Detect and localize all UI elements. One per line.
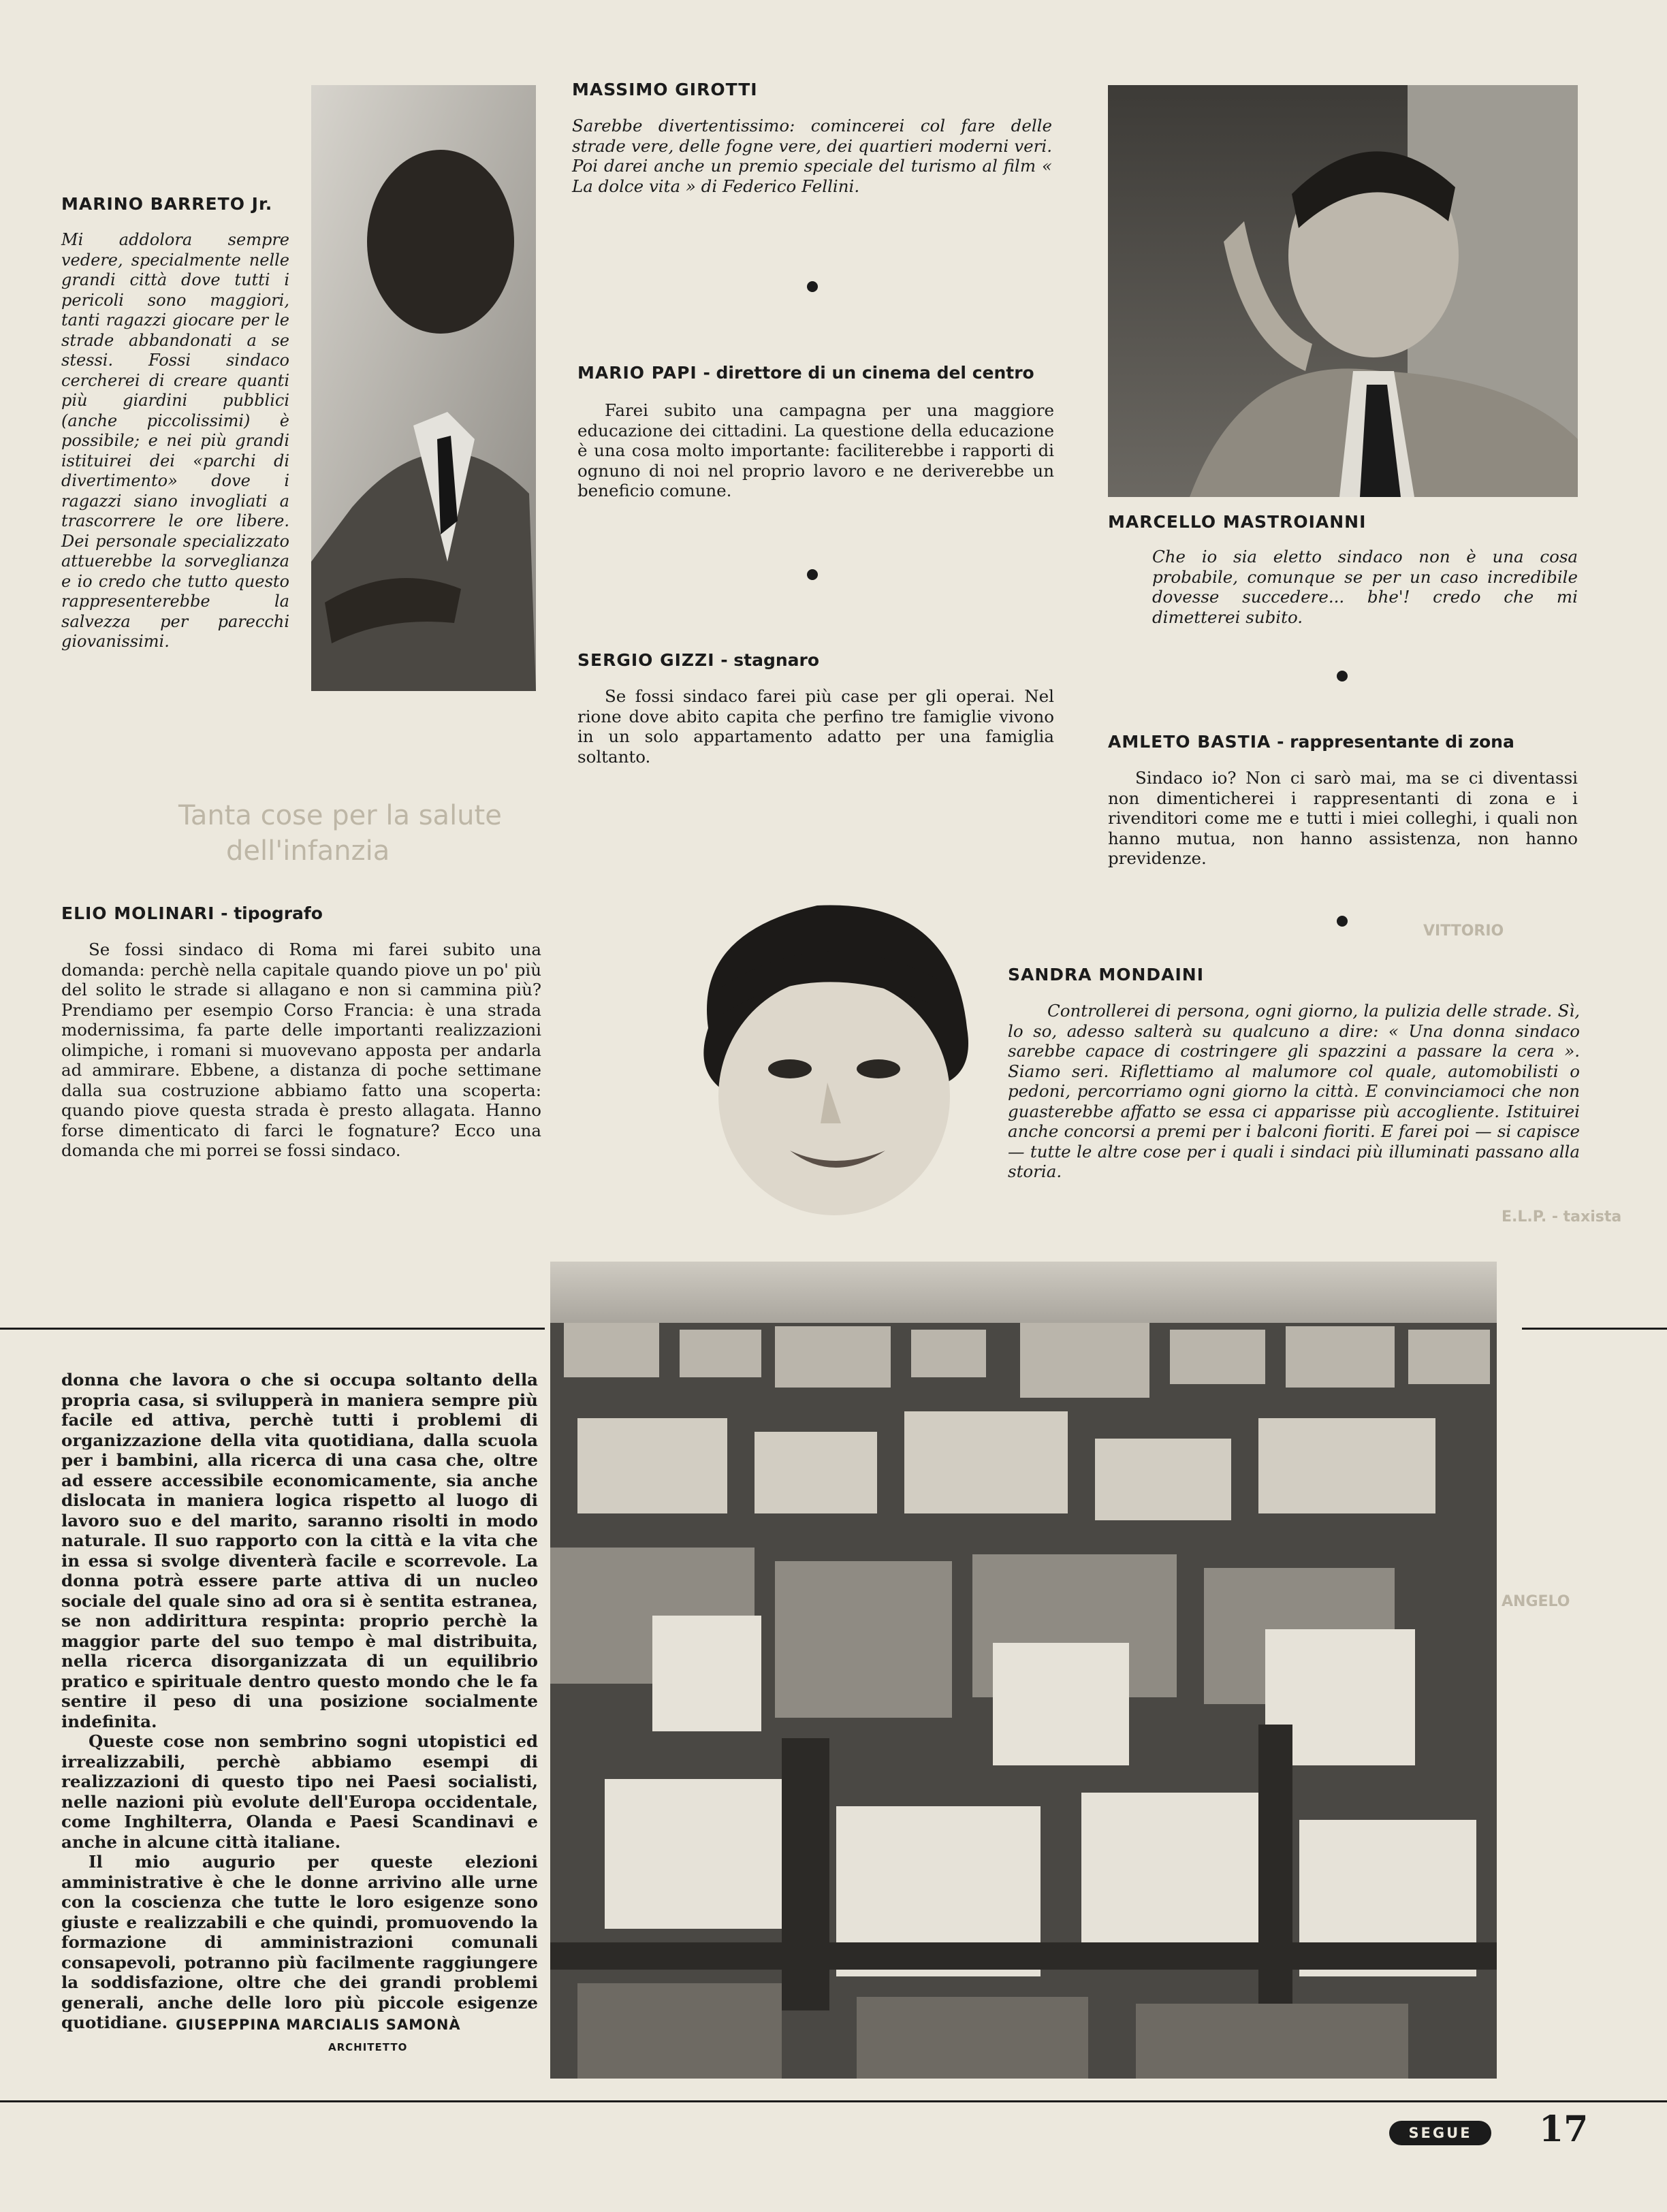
city-aerial-photo — [550, 1262, 1497, 2079]
article-text — [61, 1370, 538, 2033]
marino-barreto-photo — [311, 85, 536, 691]
marcello-mastroianni-name: MARCELLO MASTROIANNI — [1108, 512, 1367, 532]
amleto-bastia-text: Sindaco io? Non ci sarò mai, ma se ci diventassi non dimenticherei i rappresentanti di zona e i rivenditori come me e tutti i miei colleghi, i quali non hanno mutua, non hanno assistenza, non hanno previdenze. — [1108, 768, 1578, 868]
article-author-role: ARCHITETTO — [328, 2041, 408, 2053]
sandra-mondaini-photo — [681, 892, 984, 1219]
section-divider — [0, 1328, 545, 1330]
marcello-mastroianni-text: Che io sia eletto sindaco non è una cosa probabile, comunque se per un caso incredibile dovesse succedere... bhe'! credo che mi dimetterei subito. — [1152, 547, 1578, 627]
separator-dot — [1337, 916, 1348, 927]
portrait-image — [1108, 85, 1578, 497]
page-number: 17 — [1539, 2109, 1589, 2150]
sandra-mondaini-name: SANDRA MONDAINI — [1008, 965, 1205, 984]
segue-badge — [1389, 2121, 1491, 2145]
bleed-label: E.L.P. - taxista — [1502, 1208, 1622, 1225]
mario-papi-text: Farei subito una campagna per una maggiore educazione dei cittadini. La questione della educazione è una cosa molto importante: faciliterebbe i rapporti di ognuno di noi nel proprio lavoro e ne deriverebbe un beneficio comune. — [577, 400, 1054, 500]
amleto-bastia-name: AMLETO BASTIA - rappresentante di zona — [1108, 732, 1514, 752]
aerial-image — [550, 1262, 1497, 2079]
segue-label: SEGUE — [1408, 2125, 1472, 2141]
separator-dot — [1337, 671, 1348, 682]
marcello-mastroianni-photo — [1108, 85, 1578, 497]
marino-barreto-text: Mi addolora sempre vedere, specialmente nelle grandi città dove tutti i pericoli sono maggiori, tanti ragazzi giocare per le strade abbandonati a se stessi. Fossi sindaco cercherei di creare quanti più giardini pubblici (anche piccolissimi) è possibile; e nei più grandi istituirei dei «parchi di divertimento» dove i ragazzi siano invogliati a trascorrere le ore libere. Dei personale specializzato attuerebbe la sorveglianza e io credo che tutto questo rappresenterebbe la salvezza per parecchi giovanissimi. — [61, 230, 289, 651]
bleed-label: VITTORIO — [1423, 923, 1504, 940]
article-author: GIUSEPPINA MARCIALIS SAMONÀ — [176, 2017, 461, 2033]
article-paragraph: donna che lavora o che si occupa soltanto della propria casa, si svilupperà in maniera sempre più facile ed attiva, perchè tutti i problemi di organizzazione della vita quotidiana, dalla scuola per i bambini, alla ricerca di una casa che, oltre ad essere accessibile economicamente, sia anche dislocata in maniera logica rispetto al luogo di lavoro suo e del marito, saranno risolti in modo naturale. Il suo rapporto con la città e la vita che in essa si svolge diventerà facile e scorrevole. La donna potrà essere parte attiva di un nucleo sociale del quale sino ad ora si è sentita estranea, se non addirittura respinta: proprio perchè la maggior parte del suo tempo è mal distribuita, nella ricerca disorganizzata di un equilibrio pratico e spirituale dentro questo mondo che le fa sentire il peso di una posizione socialmente indefinita. — [61, 1370, 538, 1731]
elio-molinari-text: Se fossi sindaco di Roma mi farei subito una domanda: perchè nella capitale quando piove un po' più del solito le strade si allagano e non si cammina più? Prendiamo per esempio Corso Francia: è una strada modernissima, fa parte delle importanti realizzazioni olimpiche, i romani si muovevano apposta per andarla ad ammirare. Ebbene, a distanza di poche settimane dalla sua costruzione abbiamo fatto una scoperta: quando piove questa strada è presto allagata. Hanno forse dimenticato di farci le fognature? Ecco una domanda che mi porrei se fossi sindaco. — [61, 940, 541, 1160]
portrait-image — [311, 85, 536, 691]
article-paragraph: Il mio augurio per queste elezioni amministrative è che le donne arrivino alle urne con la coscienza che tutte le loro esigenze sono giuste e realizzabili e che quindi, promuovendo la formazione di amministrazioni comunali consapevoli, potranno più facilmente raggiungere la soddisfazione, oltre che dei grandi problemi generali, anche delle loro più piccole esigenze quotidiane. — [61, 1852, 538, 2032]
sandra-mondaini-text: Controllerei di persona, ogni giorno, la pulizia delle strade. Sì, lo so, adesso salterà su qualcuno a dire: « Una donna sindaco sarebbe capace di costringere gli spazzini a passare la cera ». Siamo seri. Riflettiamo al malumore col quale, automobilisti o pedoni, percorriamo ogni giorno la città. E convinciamoci che non guasterebbe affatto se essa ci apparisse più accogliente. Istituirei anche concorsi a premi per i balconi fioriti. E farei poi — si capisce — tutte le altre cose per i quali i sindaci più illuminati passano alla storia. — [1008, 1001, 1580, 1181]
sergio-gizzi-name: SERGIO GIZZI - stagnaro — [577, 650, 820, 670]
marino-barreto-name: MARINO BARRETO Jr. — [61, 194, 273, 214]
footer-divider — [0, 2100, 1667, 2102]
bleed-headline: Tanta cose per la salute dell'infanzia — [178, 800, 502, 867]
mario-papi-name: MARIO PAPI - direttore di un cinema del centro — [577, 363, 1034, 383]
bleed-label: ANGELO — [1502, 1593, 1570, 1610]
portrait-image — [681, 892, 984, 1219]
massimo-girotti-text: Sarebbe divertentissimo: comincerei col fare delle strade vere, delle fogne vere, dei quartieri moderni veri. Poi darei anche un premio speciale del turismo al film « La dolce vita » di Federico Fellini. — [572, 116, 1052, 196]
separator-dot — [807, 569, 818, 580]
separator-dot — [807, 281, 818, 292]
article-paragraph: Queste cose non sembrino sogni utopistici ed irrealizzabili, perchè abbiamo esempi di realizzazioni di questo tipo nei Paesi socialisti, nelle nazioni più evolute dell'Europa occidentale, come Inghilterra, Olanda e Paesi Scandinavi e anche in alcune città italiane. — [61, 1731, 538, 1852]
sergio-gizzi-text: Se fossi sindaco farei più case per gli operai. Nel rione dove abito capita che perfino tre famiglie vivono in un solo appartamento adatto per una famiglia soltanto. — [577, 686, 1054, 767]
elio-molinari-name: ELIO MOLINARI - tipografo — [61, 903, 323, 923]
massimo-girotti-name: MASSIMO GIROTTI — [572, 80, 758, 99]
section-divider — [1522, 1328, 1667, 1330]
